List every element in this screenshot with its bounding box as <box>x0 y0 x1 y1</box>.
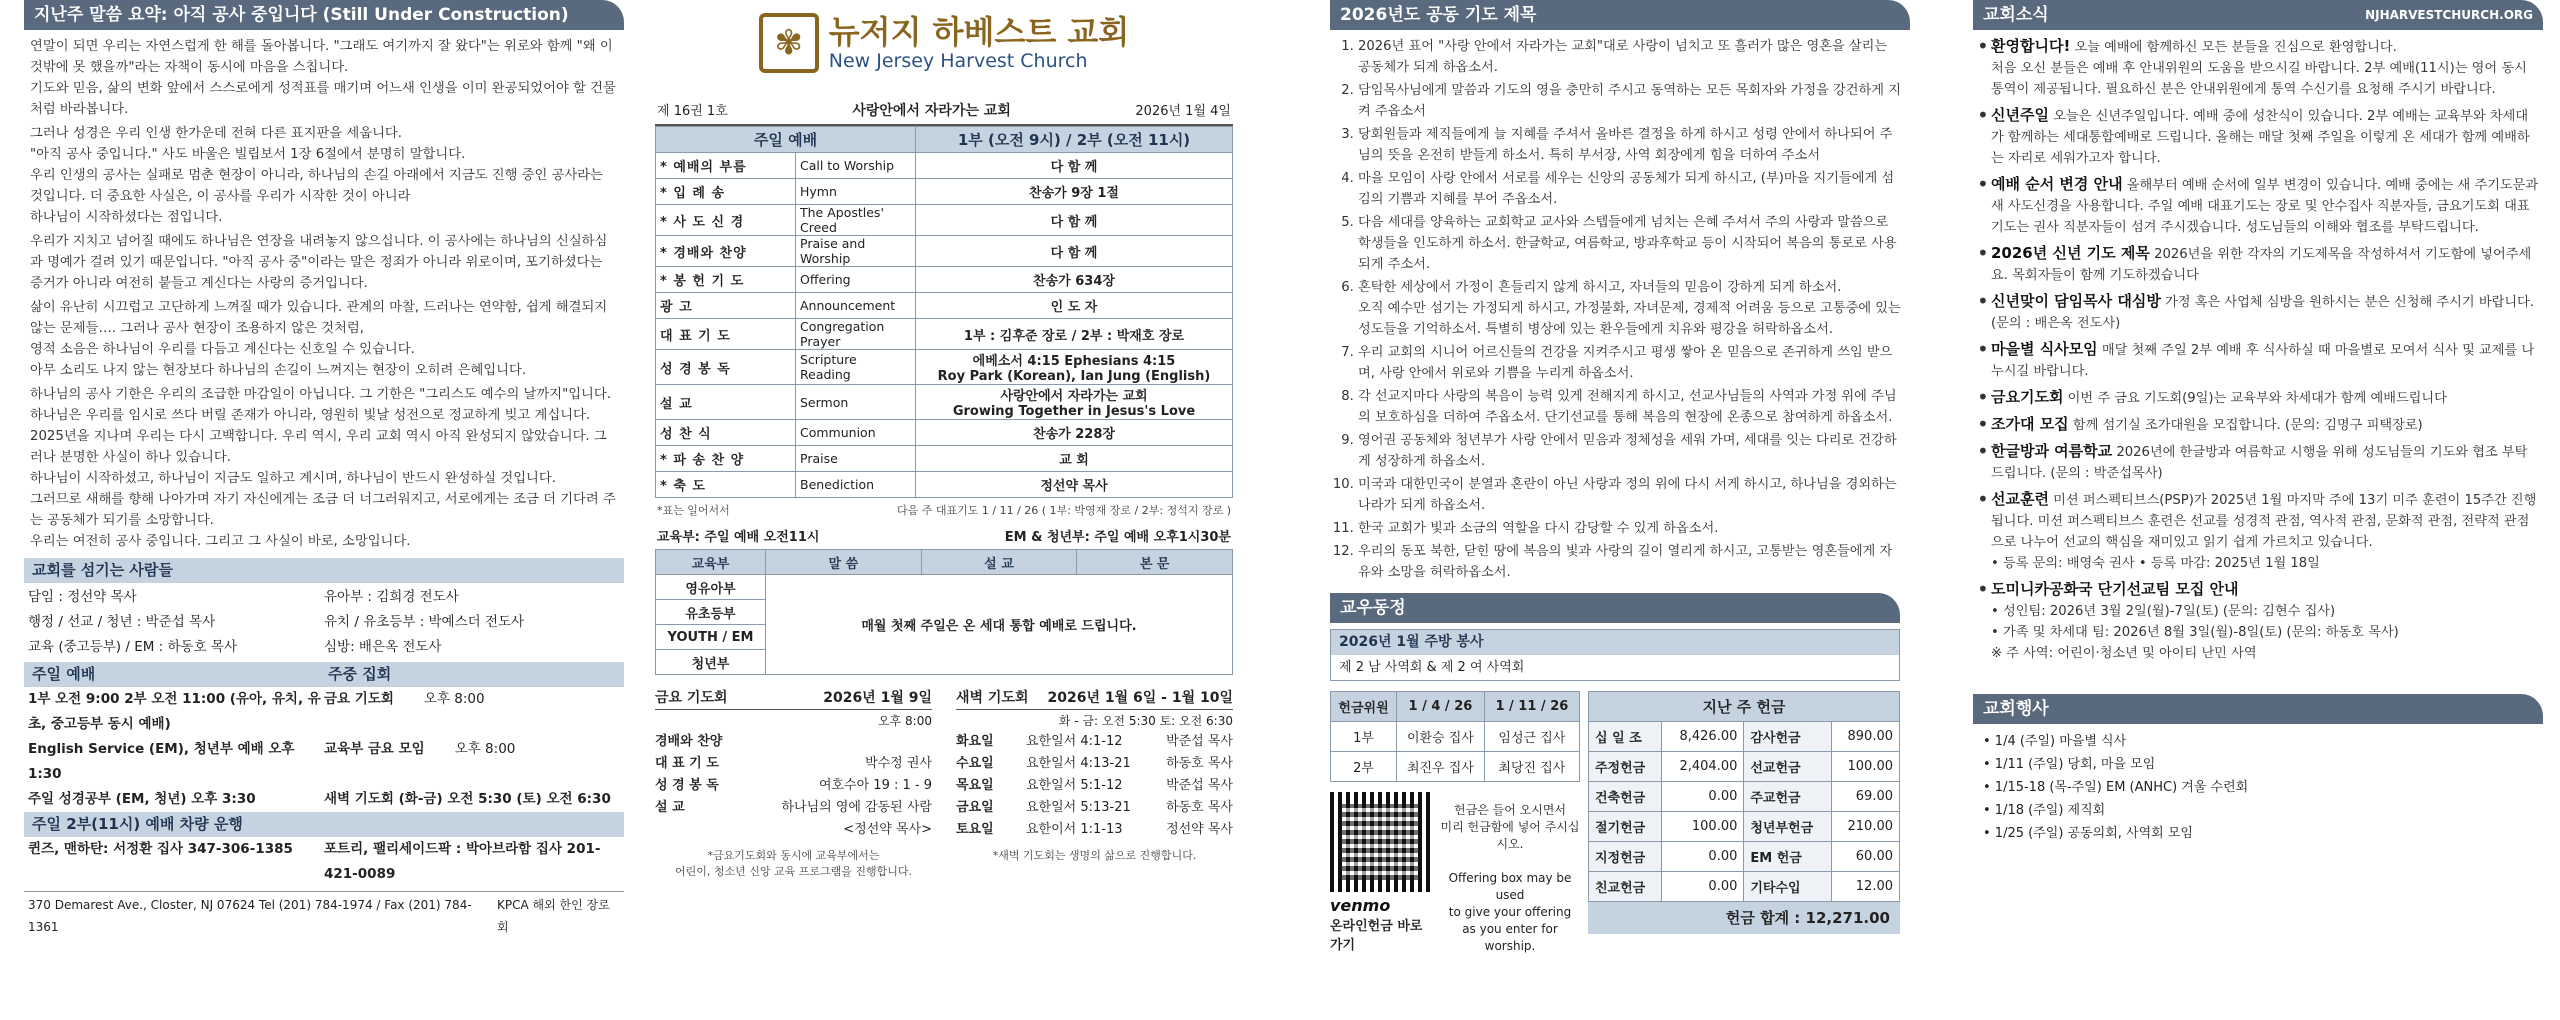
worship-item-detail: 인 도 자 <box>916 293 1233 319</box>
offering-row <box>1589 752 1900 782</box>
news-title: 2026년 신년 기도 제목 <box>1991 244 2150 262</box>
event-item: • 1/18 (주일) 제직회 <box>1983 803 2106 818</box>
dawn-leader: 박준섭 목사 <box>1166 734 1233 749</box>
dawn-passage: 요한일서 4:13-21 <box>1026 756 1131 771</box>
service-time: 1부 오전 9:00 2부 오전 11:00 (유아, 유치, 유초, 중고등부 동시 예배) <box>28 691 321 732</box>
news-item <box>1977 339 2539 382</box>
offering-type: 십 일 조 <box>1589 722 1662 752</box>
dawn-item <box>956 753 1233 775</box>
news-title: 도미니카공화국 단기선교팀 모집 안내 <box>1991 580 2239 598</box>
worship-item-kr: 성 찬 식 <box>656 420 796 446</box>
news-title: 신년맞이 담임목사 대심방 <box>1991 292 2161 310</box>
offering-type: 주정헌금 <box>1589 752 1662 782</box>
sermon-summary-body <box>24 36 624 552</box>
worship-item <box>656 236 1233 267</box>
dawn-date: 2026년 1월 6일 - 1월 10일 <box>1047 690 1233 706</box>
church-website[interactable]: NJHARVESTCHURCH.ORG <box>2365 8 2533 22</box>
prayer-meetings <box>655 687 1233 879</box>
sermon-paragraph: 우리가 지치고 넘어질 때에도 하나님은 연장을 내려놓지 않으십니다. 이 공사에는 하나님의 신실하심과 명예가 걸려 있기 때문입니다. "아직 공사 중"이라는 말은 정죄가 아니라 위로이며, 포기하셨다는 증거가 아니라 여전히 붙들고 계신다는 사랑의 증거입니다. <box>30 234 608 291</box>
member-news-header: 교우동정 <box>1330 593 1900 623</box>
offering-amount: 12.00 <box>1832 872 1900 902</box>
online-giving <box>1330 792 1580 955</box>
meeting-time <box>324 737 620 787</box>
venmo-block[interactable] <box>1330 792 1430 955</box>
dawn-note: *새벽 기도회는 생명의 삶으로 진행합니다. <box>992 849 1197 862</box>
news-item <box>1977 174 2539 238</box>
usher-cell: 최진우 집사 <box>1397 752 1485 782</box>
church-logo <box>655 8 1233 78</box>
prayer-item: 6. 혼탁한 세상에서 가정이 흔들리지 않게 하시고, 자녀들의 믿음이 강하게 되게 하소서. 오직 예수만 섬기는 가정되게 하시고, 가정불화, 자녀문제, 경제적 어려움 등으로 고통중에 있는 성도들을 기억하소서. 특별히 병상에 있는 환우들에게 치유와 평강을 허락하옵소서. <box>1358 277 1904 340</box>
service-time: 주일 성경공부 (EM, 청년) 오후 3:30 <box>28 791 256 807</box>
education-col-header: 설 교 <box>921 550 1077 575</box>
dawn-item <box>956 731 1233 753</box>
worship-item-detail: 교 회 <box>916 446 1233 472</box>
sermon-summary-header: 지난주 말씀 요약: 아직 공사 중입니다 (Still Under Construction) <box>24 0 624 30</box>
prayer-item: 1. 2026년 표어 "사랑 안에서 자라가는 교회"대로 사랑이 넘치고 또 흘러가 많은 영혼을 살리는 공동체가 되게 하옵소서. <box>1358 36 1904 78</box>
offering-type: 절기헌금 <box>1589 812 1662 842</box>
worship-item <box>656 350 1233 385</box>
education-col-header: 본 문 <box>1077 550 1233 575</box>
education-col-header: 교육부 <box>656 550 766 575</box>
worship-item-detail: 찬송가 9장 1절 <box>916 179 1233 205</box>
sermon-paragraph: 그러나 성경은 우리 인생 한가운데 전혀 다른 표지판을 세웁니다. "아직 공사 중입니다." 사도 바울은 빌립보서 1장 6절에서 분명히 말합니다. 우리 인생의 공사는 실패로 멈춘 현장이 아니라, 하나님의 손길 아래에서 지금도 진행 중인 공사라는 것입니다. 더 중요한 사실은, 이 공사를 우리가 시작한 것이 아니라 하나님이 시작하셨다는 점입니다. <box>30 126 603 225</box>
worship-item-en: Offering <box>796 267 916 293</box>
worship-item <box>656 319 1233 350</box>
prayer-header: 2026년도 공동 기도 제목 <box>1330 0 1910 30</box>
worship-item-detail: 정선약 목사 <box>916 472 1233 498</box>
worship-item <box>656 179 1233 205</box>
sunday-worship-title: 주일 예배 <box>32 665 96 683</box>
offering-amount: 0.00 <box>1662 872 1744 902</box>
wheat-icon: ✾ <box>759 13 819 73</box>
dawn-item <box>956 797 1233 819</box>
worship-header: 주일 예배 <box>656 127 916 153</box>
issue-title: 사랑안에서 자라가는 교회 <box>852 103 1011 119</box>
service-time: English Service (EM), 청년부 예배 오후 1:30 <box>28 741 295 782</box>
worship-item-detail: 사랑안에서 자라가는 교회 Growing Together in Jesus's Love <box>916 385 1233 420</box>
education-dept: YOUTH / EM <box>656 625 766 650</box>
worship-item-kr: * 사 도 신 경 <box>656 205 796 236</box>
usher-col-header: 1 / 11 / 26 <box>1484 692 1579 722</box>
worship-times: 1부 (오전 9시) / 2부 (오전 11시) <box>916 127 1233 153</box>
staff-row <box>28 585 620 610</box>
next-prayer-note: 다음 주 대표기도 1 / 11 / 26 ( 1부: 박영재 장로 / 2부: 정석지 장로 ) <box>897 504 1231 517</box>
offering-instructions: 헌금은 들어 오시면서 미리 헌금함에 넣어 주시십시오. Offering box may be used to give your offering as you enter for worship. <box>1440 803 1580 953</box>
offering-type: 친교헌금 <box>1589 872 1662 902</box>
usher-cell: 임성근 집사 <box>1484 722 1579 752</box>
kitchen-groups: 제 2 남 사역회 & 제 2 여 사역회 <box>1339 660 1525 675</box>
staff-member: 유치 / 유초등부 : 박예스더 전도사 <box>324 614 525 630</box>
friday-item <box>655 753 932 775</box>
usher-cell: 2부 <box>1331 752 1397 782</box>
dawn-prayer <box>956 687 1233 879</box>
news-title: 예배 순서 변경 안내 <box>1991 175 2123 193</box>
dawn-day: 토요일 <box>956 822 994 837</box>
news-title: 한글방과 여름학교 <box>1991 442 2113 460</box>
dawn-leader: 박준섭 목사 <box>1166 778 1233 793</box>
worship-item-en: Communion <box>796 420 916 446</box>
prayer-column <box>1330 0 1910 1020</box>
news-item <box>1977 441 2539 484</box>
worship-item <box>656 420 1233 446</box>
news-detail: 가정 혹은 사업체 심방을 원하시는 분은 신청해 주시기 바랍니다. (문의 : 배은옥 전도사) <box>1991 295 2534 331</box>
offering-amount: 60.00 <box>1832 842 1900 872</box>
prayer-item: 8. 각 선교지마다 사랑의 복음이 능력 있게 전해지게 하시고, 선교사님들의 사역과 가정 위에 주님의 보호하심을 더하여 주옵소서. 단기선교를 통해 복음의 현장에 온종으로 참여하게 하옵소서. <box>1358 386 1904 428</box>
news-detail: 올해부터 예배 순서에 일부 변경이 있습니다. 예배 중에는 새 주기도문과 새 사도신경을 사용합니다. 주일 예배 대표기도는 장로 및 안수집사 직분자들, 금요기도회 대표기도는 권사 직분자들이 섬겨 주시겠습니다. 성도님들의 이해와 협조를 부탁드립니다. <box>1991 178 2539 235</box>
news-title: 신년주일 <box>1991 106 2049 124</box>
news-title: 금요기도회 <box>1991 388 2064 406</box>
staff-member: 담임 : 정선약 목사 <box>28 589 137 605</box>
offering-type: 기타수입 <box>1744 872 1832 902</box>
dawn-passage: 요한일서 5:1-12 <box>1026 778 1123 793</box>
prayer-item: 12. 우리의 동포 북한, 닫힌 땅에 복음의 빛과 사랑의 길이 열리게 하시고, 고통받는 영혼들에게 자유와 소망을 허락하옵소서. <box>1358 541 1904 583</box>
weekday-meetings-title: 주중 집회 <box>328 665 392 683</box>
offering-summary <box>1588 691 1900 955</box>
issue-number: 제 16권 1호 <box>657 104 728 119</box>
worship-item-en: Benediction <box>796 472 916 498</box>
meeting-name: 금요 기도회 <box>324 691 394 707</box>
worship-item-detail: 다 함 께 <box>916 236 1233 267</box>
offering-section <box>1330 691 1910 955</box>
education-time: 교육부: 주일 예배 오전11시 <box>657 530 820 545</box>
worship-notes <box>657 502 1231 518</box>
event-item: • 1/11 (주일) 당회, 마을 모임 <box>1983 757 2156 772</box>
usher-row <box>1331 722 1580 752</box>
offering-amount: 100.00 <box>1662 812 1744 842</box>
worship-item-en: Praise <box>796 446 916 472</box>
offering-header: 지난 주 헌금 <box>1589 692 1900 722</box>
service-times <box>24 687 624 812</box>
kitchen-title: 2026년 1월 주방 봉사 <box>1331 630 1899 655</box>
dawn-passage: 요한일서 5:13-21 <box>1026 800 1131 815</box>
church-address-footer <box>24 891 624 940</box>
dawn-title: 새벽 기도회 <box>956 690 1029 706</box>
friday-item <box>655 797 932 841</box>
venmo-logo: venmo <box>1330 896 1391 915</box>
ushers-and-qr <box>1330 691 1580 955</box>
events-list <box>1983 730 2533 845</box>
worship-item-kr: 설 교 <box>656 385 796 420</box>
news-item <box>1977 243 2539 286</box>
sermon-summary-column <box>24 0 624 1020</box>
friday-label: 설 교 <box>655 800 685 815</box>
news-detail: 2026년을 위한 각자의 기도제목을 작성하셔서 기도함에 넣어주세요. 목회자들이 함께 기도하겠습니다 <box>1991 247 2532 283</box>
worship-item <box>656 153 1233 179</box>
worship-item-kr: * 예배의 부름 <box>656 153 796 179</box>
staff-list <box>28 585 620 660</box>
offering-amount: 2,404.00 <box>1662 752 1744 782</box>
event-item: • 1/15-18 (목-주일) EM (ANHC) 겨울 수련회 <box>1983 780 2249 795</box>
news-title: 조가대 모집 <box>1991 415 2069 433</box>
worship-order-table <box>655 126 1233 498</box>
worship-item-kr: * 봉 헌 기 도 <box>656 267 796 293</box>
worship-item-detail: 다 함 께 <box>916 205 1233 236</box>
news-list <box>1977 36 2539 664</box>
denomination-label: KPCA 해외 한인 장로회 <box>497 898 610 934</box>
worship-item-detail: 에베소서 4:15 Ephesians 4:15 Roy Park (Korean), Ian Jung (English) <box>916 350 1233 385</box>
event-item: • 1/4 (주일) 마을별 식사 <box>1983 734 2127 749</box>
dawn-day: 금요일 <box>956 800 994 815</box>
news-detail: 오늘은 신년주일입니다. 예배 중에 성찬식이 있습니다. 2부 예배는 교육부와 차세대가 함께하는 세대통합예배로 드립니다. 올해는 매달 첫째 주일을 이렇게 온 세대가 함께 예배하는 자리로 세워가고자 합니다. <box>1991 109 2530 166</box>
friday-value: 여호수아 19 : 1 - 9 <box>818 778 932 793</box>
friday-value: 박수정 권사 <box>865 756 932 771</box>
friday-value <box>755 731 932 753</box>
church-name-kr: 뉴저지 하베스트 교회 <box>828 13 1130 51</box>
service-row <box>28 687 620 737</box>
meeting-hour: 오후 8:00 <box>423 691 485 707</box>
church-name-en: New Jersey Harvest Church <box>828 50 1088 72</box>
offering-row <box>1589 812 1900 842</box>
usher-cell: 최당진 집사 <box>1484 752 1579 782</box>
worship-item-en: Sermon <box>796 385 916 420</box>
dawn-day: 화요일 <box>956 734 994 749</box>
prayer-item: 2. 담임목사님에게 말씀과 기도의 영을 충만히 주시고 동역하는 모든 목회자와 가정을 강건하게 지켜 주옵소서 <box>1358 80 1904 122</box>
worship-item <box>656 446 1233 472</box>
church-news-header <box>1973 0 2543 30</box>
offering-amount: 0.00 <box>1662 782 1744 812</box>
dawn-day: 수요일 <box>956 756 994 771</box>
worship-item-kr: * 입 례 송 <box>656 179 796 205</box>
worship-item-en: Call to Worship <box>796 153 916 179</box>
worship-item-detail: 찬송가 228장 <box>916 420 1233 446</box>
staff-member: 심방: 배은옥 전도사 <box>324 639 442 655</box>
meeting-hour: 오후 8:00 <box>454 741 516 757</box>
news-item <box>1977 414 2539 436</box>
friday-date: 2026년 1월 9일 <box>823 690 932 706</box>
prayer-item: 11. 한국 교회가 빛과 소금의 역할을 다시 감당할 수 있게 하옵소서. <box>1358 518 1904 539</box>
offering-amount: 69.00 <box>1832 782 1900 812</box>
offering-total: 헌금 합계 : 12,271.00 <box>1588 902 1900 934</box>
staff-title: 교회를 섬기는 사람들 <box>24 558 624 583</box>
worship-item-detail: 다 함 께 <box>916 153 1233 179</box>
issue-line <box>655 90 1233 126</box>
offering-amount: 890.00 <box>1832 722 1900 752</box>
news-detail: • 성인팀: 2026년 3월 2일(월)-7일(토) (문의: 김현수 집사) • 가족 및 차세대 팀: 2026년 8월 3일(월)-8일(토) (문의: 하동호 목사) ※ 주 사역: 어린이·청소년 및 아이티 난민 사역 <box>1991 604 2399 661</box>
dawn-passage: 요한일서 4:1-12 <box>1026 734 1123 749</box>
sermon-paragraph: 연말이 되면 우리는 자연스럽게 한 해를 돌아봅니다. "그래도 여기까지 잘 왔다"는 위로와 함께 "왜 이것밖에 못 했을까"라는 자책이 동시에 마음을 스칩니다. 기도와 믿음, 삶의 변화 앞에서 스스로에게 성적표를 매기며 어느새 인생을 이미 완공되었어야 할 건물처럼 바라봅니다. <box>30 39 616 117</box>
dawn-leader: 하동호 목사 <box>1166 800 1233 815</box>
offering-type: EM 헌금 <box>1744 842 1832 872</box>
news-item <box>1977 489 2539 574</box>
friday-label: 성 경 봉 독 <box>655 778 719 793</box>
news-title: 선교훈련 <box>1991 490 2049 508</box>
bulletin-column <box>655 0 1233 1020</box>
friday-label: 경배와 찬양 <box>655 734 723 749</box>
staff-row <box>28 635 620 660</box>
offering-type: 건축헌금 <box>1589 782 1662 812</box>
worship-item-en: Scripture Reading <box>796 350 916 385</box>
van-info <box>24 837 624 887</box>
kitchen-service <box>1330 629 1900 681</box>
friday-time: 오후 8:00 <box>878 714 932 728</box>
education-header <box>657 526 1231 545</box>
church-address: 370 Demarest Ave., Closter, NJ 07624 Tel (201) 784-1974 / Fax (201) 784-1361 <box>28 898 472 934</box>
dawn-time: 화 - 금: 오전 5:30 토: 오전 6:30 <box>1058 714 1233 728</box>
education-dept: 영유아부 <box>656 575 766 600</box>
friday-label: 대 표 기 도 <box>655 756 719 771</box>
online-giving-link[interactable]: 온라인헌금 바로가기 <box>1330 919 1423 953</box>
worship-item <box>656 293 1233 319</box>
worship-item-detail: 1부 : 김후준 장로 / 2부 : 박재호 장로 <box>916 319 1233 350</box>
staff-row <box>28 610 620 635</box>
prayer-item: 5. 다음 세대를 양육하는 교회학교 교사와 스텝들에게 넘치는 은혜 주셔서 주의 사랑과 말씀으로 학생들을 인도하게 하소서. 한글학교, 여름학교, 방과후학교 등이 시작되어 복음의 통로로 사용되게 주소서. <box>1358 212 1904 275</box>
news-column <box>1973 0 2543 1020</box>
staff-member: 유아부 : 김희경 전도사 <box>324 589 459 605</box>
prayer-item: 7. 우리 교회의 시니어 어르신들의 건강을 지켜주시고 평생 쌓아 온 믿음으로 존귀하게 쓰임 받으며, 사랑 안에서 위로와 기쁨을 누리게 하옵소서. <box>1358 342 1904 384</box>
dawn-passage: 요한이서 1:1-13 <box>1026 822 1123 837</box>
worship-item-en: Praise and Worship <box>796 236 916 267</box>
van-title: 주일 2부(11시) 예배 차량 운행 <box>24 812 624 837</box>
dawn-leader: 하동호 목사 <box>1166 756 1233 771</box>
usher-cell: 1부 <box>1331 722 1397 752</box>
prayer-item: 3. 당회원들과 제직들에게 늘 지혜를 주셔서 올바른 결정을 하게 하시고 성령 안에서 하나되어 주님의 뜻을 온전히 받들게 하소서. 특히 부서장, 사역 회장에게 힘을 더하여 주소서 <box>1358 124 1904 166</box>
events-header: 교회행사 <box>1973 694 2543 724</box>
stand-note: *표는 일어서서 <box>657 504 730 517</box>
education-row <box>656 575 1233 600</box>
news-item <box>1977 105 2539 169</box>
friday-note: *금요기도회와 동시에 교육부에서는 어린이, 청소년 신앙 교육 프로그램을 진행합니다. <box>675 849 912 878</box>
offering-amount: 210.00 <box>1832 812 1900 842</box>
worship-item-kr: 광 고 <box>656 293 796 319</box>
offering-row <box>1589 722 1900 752</box>
news-title: 환영합니다! <box>1991 37 2071 55</box>
worship-item-en: Congregation Prayer <box>796 319 916 350</box>
prayer-item: 10. 미국과 대한민국이 분열과 혼란이 아닌 사랑과 정의 위에 다시 서게 하시고, 하나님을 경외하는 나라가 되게 하옵소서. <box>1358 474 1904 516</box>
education-table <box>655 549 1233 675</box>
offering-type: 지정헌금 <box>1589 842 1662 872</box>
dawn-item <box>956 775 1233 797</box>
education-dept: 청년부 <box>656 650 766 675</box>
sermon-paragraph: 하나님의 공사 기한은 우리의 조급한 마감일이 아닙니다. 그 기한은 "그리스도 예수의 날까지"입니다. 하나님은 우리를 임시로 쓰다 버릴 존재가 아니라, 영원히 빛날 성전으로 정교하게 빚고 계십니다. 2025년을 지나며 우리는 다시 고백합니다. 우리 역시, 우리 교회 역시 아직 완성되지 않았습니다. 그러나 분명한 사실이 하나 있습니다. 하나님이 시작하셨고, 하나님이 지금도 일하고 계시며, 하나님이 반드시 완성하실 것입니다. 그러므로 새해를 향해 나아가며 자기 자신에게는 조금 더 너그러워지고, 서로에게는 조금 더 기다려 주는 공동체가 되기를 소망합니다. 우리는 여전히 공사 중입니다. 그리고 그 사실이 바로, 소망입니다. <box>30 387 616 549</box>
em-time: EM & 청년부: 주일 예배 오후1시30분 <box>1004 530 1231 545</box>
offering-type: 선교헌금 <box>1744 752 1832 782</box>
service-row <box>28 737 620 787</box>
meeting-time <box>324 787 620 812</box>
offering-type: 청년부헌금 <box>1744 812 1832 842</box>
sermon-paragraph: 삶이 유난히 시끄럽고 고단하게 느껴질 때가 있습니다. 관계의 마찰, 드러나는 연약함, 쉽게 해결되지 않는 문제들…. 그러나 공사 현장이 조용하지 않은 것처럼, 영적 소음은 하나님이 우리를 다듬고 계신다는 신호일 수 있습니다. 아무 소리도 나지 않는 현장보다 하나님의 손길이 느껴지는 현장이 오히려 은혜입니다. <box>30 300 608 378</box>
news-detail: 오늘 예배에 함께하신 모든 분들을 진심으로 환영합니다. 처음 오신 분들은 예배 후 안내위원의 도움을 받으시길 바랍니다. 2부 예배(11시)는 영어 동시통역이 제공됩니다. 필요하신 분은 안내위원에게 통역 수신기를 요청해 주시기 바랍니다. <box>1991 40 2527 97</box>
offering-type: 감사헌금 <box>1744 722 1832 752</box>
education-message: 매월 첫째 주일은 온 세대 통합 예배로 드립니다. <box>766 575 1233 675</box>
news-item <box>1977 291 2539 334</box>
education-dept: 유초등부 <box>656 600 766 625</box>
friday-title: 금요 기도회 <box>655 690 728 706</box>
event-item: • 1/25 (주일) 공동의회, 사역회 모임 <box>1983 826 2193 841</box>
staff-member: 교육 (중고등부) / EM : 하동호 목사 <box>28 639 238 655</box>
dawn-leader: 정선약 목사 <box>1166 822 1233 837</box>
worship-item <box>656 267 1233 293</box>
offering-table <box>1588 691 1900 902</box>
offering-amount: 0.00 <box>1662 842 1744 872</box>
services-header <box>24 662 624 687</box>
education-col-header: 말 씀 <box>766 550 922 575</box>
news-item <box>1977 387 2539 409</box>
news-item <box>1977 36 2539 100</box>
worship-item <box>656 385 1233 420</box>
dawn-item <box>956 819 1233 841</box>
van-contact-1: 퀸즈, 맨하탄: 서정환 집사 347-306-1385 <box>28 841 293 857</box>
friday-prayer <box>655 687 932 879</box>
friday-item <box>655 775 932 797</box>
news-detail: 함께 섬기실 조가대원을 모집합니다. (문의: 김명구 피택장로) <box>2072 418 2423 433</box>
news-detail: 매달 첫째 주일 2부 예배 후 식사하실 때 마을별로 모여서 식사 및 교제를 나누시길 바랍니다. <box>1991 343 2535 379</box>
news-detail: 2026년에 한글방과 여름학교 시행을 위해 성도님들의 기도와 협조 부탁 드립니다. (문의 : 박준섭목사) <box>1991 445 2528 481</box>
offering-amount: 8,426.00 <box>1662 722 1744 752</box>
ushers-table <box>1330 691 1580 782</box>
meeting-name: 새벽 기도회 (화-금) 오전 5:30 (토) 오전 6:30 <box>324 791 611 807</box>
issue-date: 2026년 1월 4일 <box>1135 104 1231 119</box>
friday-value: 하나님의 영에 감동된 사람 <정선약 목사> <box>781 800 932 837</box>
staff-member: 행정 / 선교 / 청년 : 박준섭 목사 <box>28 614 216 630</box>
worship-item-en: Announcement <box>796 293 916 319</box>
prayer-item: 9. 영어권 공동체와 청년부가 사랑 안에서 믿음과 정체성을 세워 가며, 세대를 잇는 다리로 건강하게 성장하게 하옵소서. <box>1358 430 1904 472</box>
worship-item <box>656 472 1233 498</box>
offering-amount: 100.00 <box>1832 752 1900 782</box>
worship-item-en: Hymn <box>796 179 916 205</box>
usher-col-header: 헌금위원 <box>1331 692 1397 722</box>
offering-row <box>1589 782 1900 812</box>
prayer-list <box>1336 36 1904 583</box>
service-row <box>28 787 620 812</box>
offering-type: 주교헌금 <box>1744 782 1832 812</box>
worship-item-detail: 찬송가 634장 <box>916 267 1233 293</box>
news-item <box>1977 579 2539 664</box>
worship-item-kr: * 경배와 찬양 <box>656 236 796 267</box>
meeting-name: 교육부 금요 모임 <box>324 741 425 757</box>
meeting-time <box>324 687 620 737</box>
usher-row <box>1331 752 1580 782</box>
venmo-qr-code[interactable] <box>1330 792 1430 892</box>
worship-item-kr: 성 경 봉 독 <box>656 350 796 385</box>
worship-item-en: The Apostles' Creed <box>796 205 916 236</box>
offering-row <box>1589 842 1900 872</box>
news-detail: 미션 퍼스펙티브스(PSP)가 2025년 1월 마지막 주에 13기 미주 훈련이 15주간 진행 됩니다. 미션 퍼스펙티브스 훈련은 선교를 성경적 관점, 역사적 관점, 문화적 관점, 전략적 관점으로 나누어 선교의 핵심을 재미있고 읽기 쉽게 가르치고 있습니다. • 등록 문의: 배영숙 권사 • 등록 마감: 2025년 1월 18일 <box>1991 493 2537 571</box>
news-detail: 이번 주 금요 기도회(9일)는 교육부와 차세대가 함께 예배드립니다 <box>2067 391 2447 406</box>
worship-item <box>656 205 1233 236</box>
worship-item-kr: * 파 송 찬 양 <box>656 446 796 472</box>
news-title: 마을별 식사모임 <box>1991 340 2098 358</box>
church-news-title: 교회소식 <box>1983 5 2049 25</box>
usher-col-header: 1 / 4 / 26 <box>1397 692 1485 722</box>
prayer-item: 4. 마을 모임이 사랑 안에서 서로를 세우는 신앙의 공동체가 되게 하시고, (부)마을 지기들에게 섬김의 기쁨과 지혜를 부어 주옵소서. <box>1358 168 1904 210</box>
friday-item <box>655 731 932 753</box>
dawn-day: 목요일 <box>956 778 994 793</box>
worship-item-kr: * 축 도 <box>656 472 796 498</box>
van-contact-2: 포트리, 팰리세이드팍 : 박아브라함 집사 201-421-0089 <box>324 841 601 882</box>
usher-cell: 이환승 집사 <box>1397 722 1485 752</box>
offering-row <box>1589 872 1900 902</box>
worship-item-kr: 대 표 기 도 <box>656 319 796 350</box>
